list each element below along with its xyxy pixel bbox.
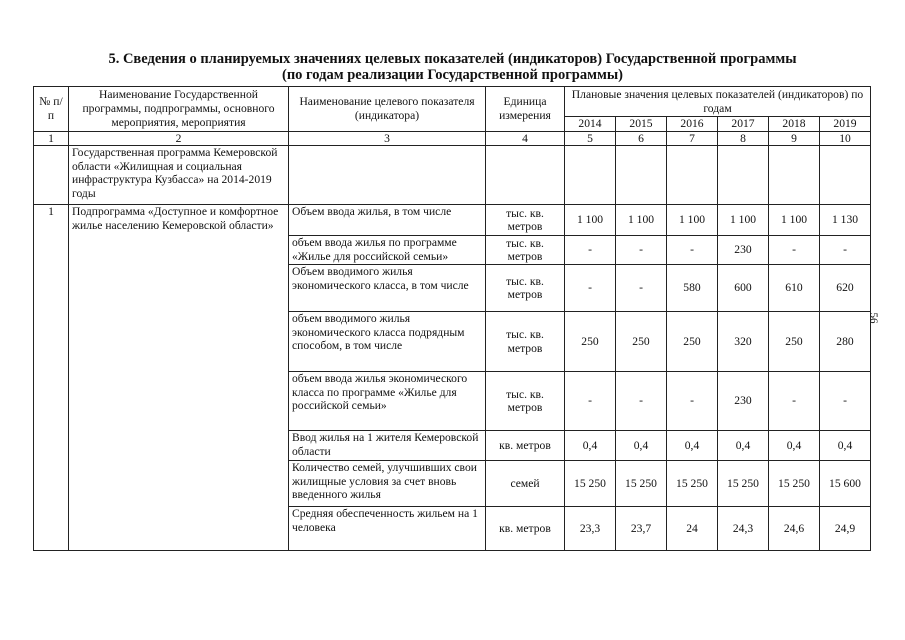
document-title: 5. Сведения о планируемых значениях целевых показателей (индикаторов) Государственной программы <box>108 51 797 67</box>
indicator-value: 1 100 <box>616 205 667 236</box>
indicator-value: - <box>769 236 820 265</box>
indicator-value: - <box>565 265 616 312</box>
header-year: 2016 <box>667 117 718 132</box>
indicator-value: 320 <box>718 312 769 372</box>
column-number: 2 <box>69 131 289 146</box>
indicator-value: 230 <box>718 236 769 265</box>
subprogram-name: Подпрограмма «Доступное и комфортное жилье населению Кемеровской области» <box>69 205 289 551</box>
indicator-value: 1 100 <box>667 205 718 236</box>
indicator-unit: кв. метров <box>486 431 565 461</box>
indicator-name: объем вводимого жилья экономического класса подрядным способом, в том числе <box>289 312 486 372</box>
indicator-value: 280 <box>820 312 871 372</box>
indicator-value: 24 <box>667 507 718 551</box>
indicator-unit: тыс. кв. метров <box>486 205 565 236</box>
indicator-value: 24,6 <box>769 507 820 551</box>
indicator-value: 0,4 <box>769 431 820 461</box>
indicator-value: 0,4 <box>616 431 667 461</box>
header-planned: Плановые значения целевых показателей (индикаторов) по годам <box>565 87 871 117</box>
header-name: Наименование Государственной программы, подпрограммы, основного мероприятия, мероприятия <box>69 87 289 132</box>
indicator-value: 250 <box>667 312 718 372</box>
header-indicator: Наименование целевого показателя (индикатора) <box>289 87 486 132</box>
indicator-value: 1 100 <box>769 205 820 236</box>
indicator-unit: тыс. кв. метров <box>486 372 565 431</box>
page-number: 56 <box>867 312 880 324</box>
indicator-value: 250 <box>616 312 667 372</box>
indicator-name: Объем ввода жилья, в том числе <box>289 205 486 236</box>
program-row <box>34 146 871 205</box>
header-num: № п/п <box>34 87 69 132</box>
column-number: 3 <box>289 131 486 146</box>
indicator-unit: кв. метров <box>486 507 565 551</box>
column-numbers-row <box>34 131 871 146</box>
header-unit: Единица измерения <box>486 87 565 132</box>
indicator-unit: тыс. кв. метров <box>486 265 565 312</box>
indicator-value: - <box>667 372 718 431</box>
indicator-value: 15 250 <box>667 461 718 507</box>
indicator-value: - <box>616 372 667 431</box>
indicator-name: Ввод жилья на 1 жителя Кемеровской области <box>289 431 486 461</box>
subprogram-num: 1 <box>34 205 69 551</box>
indicator-value: 15 250 <box>616 461 667 507</box>
indicator-value: 0,4 <box>667 431 718 461</box>
indicator-value: 610 <box>769 265 820 312</box>
column-number: 7 <box>667 131 718 146</box>
indicator-value: - <box>820 236 871 265</box>
indicator-value: - <box>769 372 820 431</box>
column-number: 5 <box>565 131 616 146</box>
header-year: 2015 <box>616 117 667 132</box>
indicator-value: 15 250 <box>565 461 616 507</box>
indicator-unit: тыс. кв. метров <box>486 236 565 265</box>
indicator-value: 23,7 <box>616 507 667 551</box>
indicator-value: 0,4 <box>718 431 769 461</box>
column-number: 1 <box>34 131 69 146</box>
indicator-name: Количество семей, улучшивших свои жилищные условия за счет вновь введенного жилья <box>289 461 486 507</box>
indicator-value: 15 250 <box>769 461 820 507</box>
indicator-value: 1 100 <box>565 205 616 236</box>
indicator-value: 23,3 <box>565 507 616 551</box>
indicator-value: 24,3 <box>718 507 769 551</box>
indicator-value: - <box>820 372 871 431</box>
header-year: 2018 <box>769 117 820 132</box>
indicator-row <box>34 205 871 236</box>
indicator-value: 250 <box>769 312 820 372</box>
document-subtitle: (по годам реализации Государственной программы) <box>282 67 623 83</box>
program-name: Государственная программа Кемеровской области «Жилищная и социальная инфраструктура Кузбасса» на 2014-2019 годы <box>69 146 289 205</box>
indicator-value: 600 <box>718 265 769 312</box>
indicator-value: 15 250 <box>718 461 769 507</box>
indicator-unit: тыс. кв. метров <box>486 312 565 372</box>
indicator-name: объем ввода жилья по программе «Жилье для российской семьи» <box>289 236 486 265</box>
indicator-unit: семей <box>486 461 565 507</box>
indicator-name: объем ввода жилья экономического класса по программе «Жилье для российской семьи» <box>289 372 486 431</box>
indicator-value: 24,9 <box>820 507 871 551</box>
indicator-value: 250 <box>565 312 616 372</box>
header-year: 2019 <box>820 117 871 132</box>
column-number: 4 <box>486 131 565 146</box>
header-year: 2017 <box>718 117 769 132</box>
indicator-value: - <box>565 372 616 431</box>
indicator-value: 1 130 <box>820 205 871 236</box>
indicator-value: 15 600 <box>820 461 871 507</box>
column-number: 10 <box>820 131 871 146</box>
indicator-value: - <box>565 236 616 265</box>
header-year: 2014 <box>565 117 616 132</box>
indicator-name: Средняя обеспеченность жильем на 1 человека <box>289 507 486 551</box>
column-number: 9 <box>769 131 820 146</box>
column-number: 8 <box>718 131 769 146</box>
indicator-value: 0,4 <box>565 431 616 461</box>
indicator-value: - <box>616 236 667 265</box>
indicator-value: 230 <box>718 372 769 431</box>
indicator-value: 0,4 <box>820 431 871 461</box>
indicator-value: - <box>667 236 718 265</box>
indicator-name: Объем вводимого жилья экономического класса, в том числе <box>289 265 486 312</box>
indicator-value: - <box>616 265 667 312</box>
indicator-value: 580 <box>667 265 718 312</box>
indicators-table <box>33 86 871 551</box>
indicator-value: 620 <box>820 265 871 312</box>
indicator-value: 1 100 <box>718 205 769 236</box>
column-number: 6 <box>616 131 667 146</box>
